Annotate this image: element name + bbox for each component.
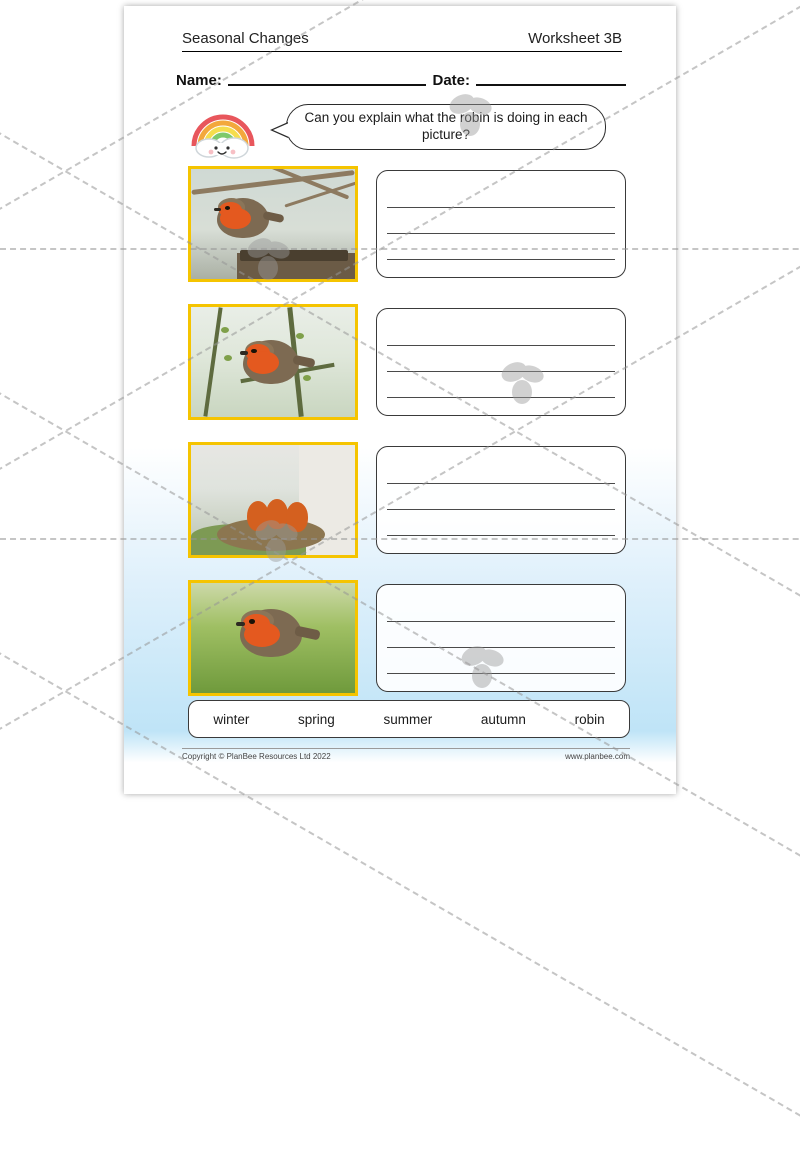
copyright-text: Copyright © PlanBee Resources Ltd 2022 [182,752,331,761]
answer-box[interactable] [376,584,626,692]
word-bank-item: winter [213,711,250,727]
answer-line[interactable] [387,621,615,622]
name-input-line[interactable] [228,83,427,86]
answer-box[interactable] [376,170,626,278]
answer-line[interactable] [387,483,615,484]
page-footer [182,748,630,761]
answer-line[interactable] [387,397,615,398]
robin-photo-winter [188,166,358,282]
worksheet-header [182,30,622,52]
question-row [124,304,676,436]
word-bank-item: summer [383,711,433,727]
worksheet-page [124,6,676,794]
worksheet-number: Worksheet 3B [528,30,622,47]
word-bank-item: spring [298,711,335,727]
word-bank [188,700,630,738]
answer-line[interactable] [387,345,615,346]
website-text: www.planbee.com [565,752,630,761]
question-row [124,166,676,298]
answer-line[interactable] [387,371,615,372]
question-rows [124,166,676,718]
robin-photo-autumn [188,580,358,696]
answer-line[interactable] [387,647,615,648]
page-title: Seasonal Changes [182,30,309,47]
answer-line[interactable] [387,535,615,536]
date-label: Date: [432,72,470,89]
answer-line[interactable] [387,673,615,674]
rainbow-cloud-icon [184,102,262,160]
worksheet-sheet [124,6,676,794]
instruction-speech-bubble: Can you explain what the robin is doing in each picture? [286,104,606,150]
name-date-row [176,72,632,89]
word-bank-item: robin [574,711,605,727]
question-row [124,580,676,712]
answer-line[interactable] [387,207,615,208]
answer-line[interactable] [387,509,615,510]
question-row [124,442,676,574]
answer-box[interactable] [376,308,626,416]
answer-box[interactable] [376,446,626,554]
robin-photo-spring [188,304,358,420]
word-bank-item: autumn [480,711,526,727]
date-input-line[interactable] [476,83,626,86]
robin-photo-summer [188,442,358,558]
answer-line[interactable] [387,259,615,260]
name-label: Name: [176,72,222,89]
answer-line[interactable] [387,233,615,234]
